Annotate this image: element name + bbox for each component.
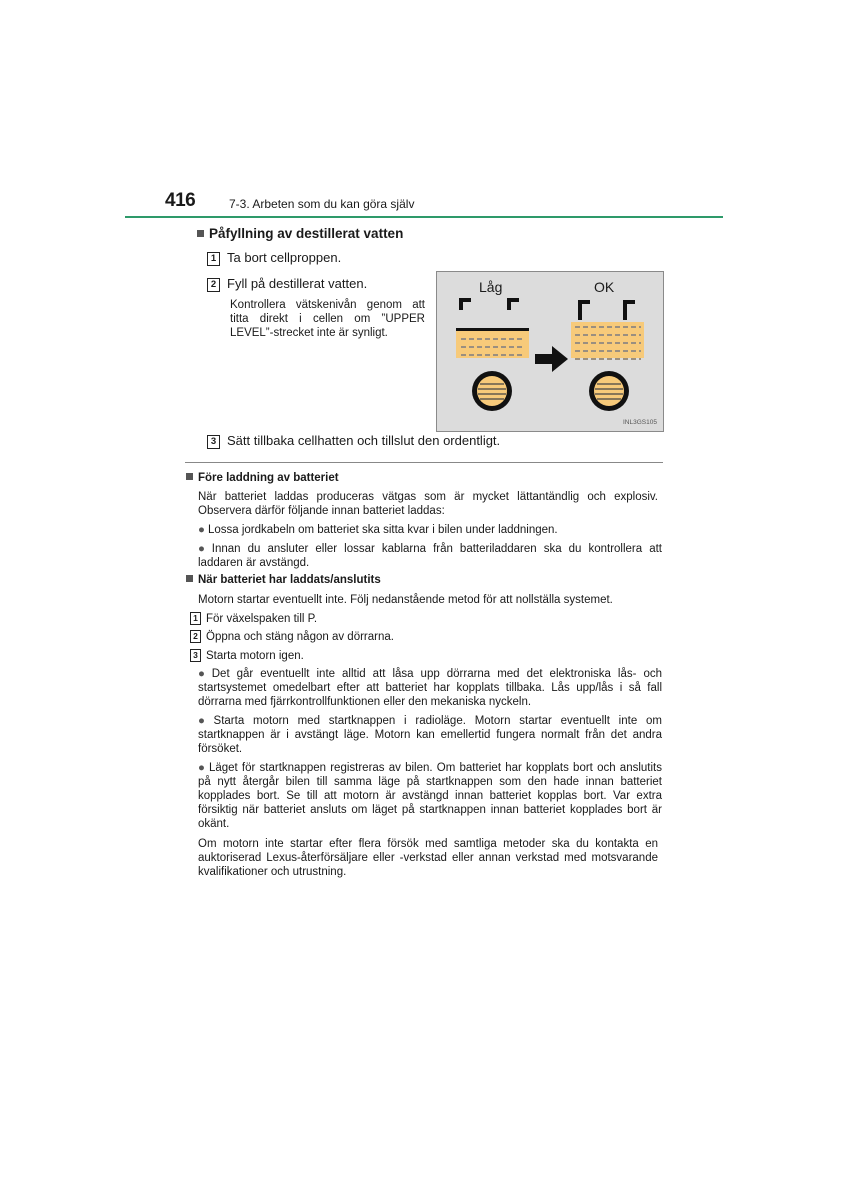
label-low: Låg: [479, 279, 503, 295]
step-text: Öppna och stäng någon av dörrarna.: [206, 631, 394, 643]
step-text: Fyll på destillerat vatten.: [227, 276, 368, 291]
charging-intro: När batteriet laddas produceras vätgas som är mycket lättantändlig och explosiv. Observera därför följande innan batteriet laddas:: [198, 491, 658, 517]
cell-marker-right-icon: [580, 302, 590, 320]
square-bullet-icon: [186, 575, 193, 582]
step-text: Sätt tillbaka cellhatten och tillslut den ordentligt.: [227, 433, 501, 448]
step-number: 3: [190, 649, 201, 662]
step-text: Starta motorn igen.: [206, 650, 304, 662]
battery-level-illustration: [437, 272, 663, 431]
after-heading-text: När batteriet har laddats/anslutits: [198, 574, 381, 586]
step-number: 1: [207, 252, 220, 266]
bullet-icon: ●: [198, 524, 205, 536]
after-bullet-2: [198, 714, 662, 756]
bullet-icon: ●: [198, 715, 211, 727]
after-step-3: [190, 649, 304, 663]
bullet-icon: ●: [198, 668, 209, 680]
header-rule: [125, 216, 723, 218]
after-bullet-3: [198, 761, 662, 831]
step-text: Ta bort cellproppen.: [227, 250, 342, 265]
cell-marker-left-icon: [509, 300, 519, 310]
square-bullet-icon: [186, 473, 193, 480]
bullet-text: Starta motorn med startknappen i radioläge. Motorn startar eventuellt inte om startknappen är i avstängt läge. Motorn kan emellertid fungera normalt från det andra försöket.: [198, 715, 662, 755]
bullet-text: Innan du ansluter eller lossar kablarna från batteriladdaren ska du kontrollera att laddaren är avstängd.: [198, 543, 662, 569]
charging-heading-text: Före laddning av batteriet: [198, 472, 339, 484]
charging-bullet-1: [198, 523, 658, 537]
refill-step-1: [207, 250, 341, 266]
step-number: 2: [207, 278, 220, 292]
fluid-surface-low: [456, 328, 529, 331]
section-divider: [185, 462, 663, 463]
refill-heading: [197, 226, 403, 241]
after-intro: Motorn startar eventuellt inte. Följ nedanstående metod för att nollställa systemet.: [198, 594, 613, 606]
figure-code: INL3GS105: [623, 419, 657, 426]
after-step-1: [190, 612, 317, 626]
after-bullet-1: [198, 667, 662, 709]
step-number: 1: [190, 612, 201, 625]
bullet-text: Läget för startknappen registreras av bilen. Om batteriet har kopplats bort och anslutits på nytt återgår bilen till samma läge på startknappen som den hade innan batteriet kopplades bort. Se till att motorn är avstängd innan batteriet kopplas bort. Var extra försiktig när batteriet ansluts om läget på startknappen innan batteriet kopplades bort är okänt.: [198, 762, 662, 830]
cell-marker-right-icon: [625, 302, 635, 320]
bullet-text: Det går eventuellt inte alltid att låsa upp dörrarna med det elektroniska lås- och startsystemet omedelbart efter att batteriet har kopplats tillbaka. Lås upp/lås i så fall dörrarna med fjärrkontrollfunktionen eller den mekaniska nyckeln.: [198, 668, 662, 708]
fluid-low: [456, 330, 529, 358]
section-title: 7-3. Arbeten som du kan göra själv: [229, 197, 415, 211]
charging-heading: [186, 472, 339, 484]
refill-step-3: [207, 433, 500, 449]
step-text: För växelspaken till P.: [206, 613, 318, 625]
arrow-right-icon: [535, 346, 568, 372]
bullet-icon: ●: [198, 543, 209, 555]
page-number: 416: [165, 190, 196, 211]
label-ok: OK: [594, 279, 615, 295]
after-step-2: [190, 630, 394, 644]
refill-heading-text: Påfyllning av destillerat vatten: [209, 226, 404, 241]
after-heading: [186, 574, 381, 586]
square-bullet-icon: [197, 230, 204, 237]
bullet-text: Lossa jordkabeln om batteriet ska sitta kvar i bilen under laddningen.: [207, 524, 558, 536]
cell-marker-left-icon: [461, 300, 471, 310]
step-number: 3: [207, 435, 220, 449]
charging-bullet-2: [198, 542, 662, 570]
bullet-icon: ●: [198, 762, 206, 774]
refill-note: Kontrollera vätskenivån genom att titta direkt i cellen om ”UPPER LEVEL”-strecket inte är synligt.: [230, 299, 425, 339]
step-number: 2: [190, 630, 201, 643]
refill-step-2: [207, 276, 367, 292]
closing-text: Om motorn inte startar efter flera försök med samtliga metoder ska du kontakta en auktoriserad Lexus-återförsäljare eller -verkstad eller annan verkstad med motsvarande kvalifikationer och utrustning.: [198, 838, 658, 878]
battery-level-figure: [436, 271, 664, 432]
